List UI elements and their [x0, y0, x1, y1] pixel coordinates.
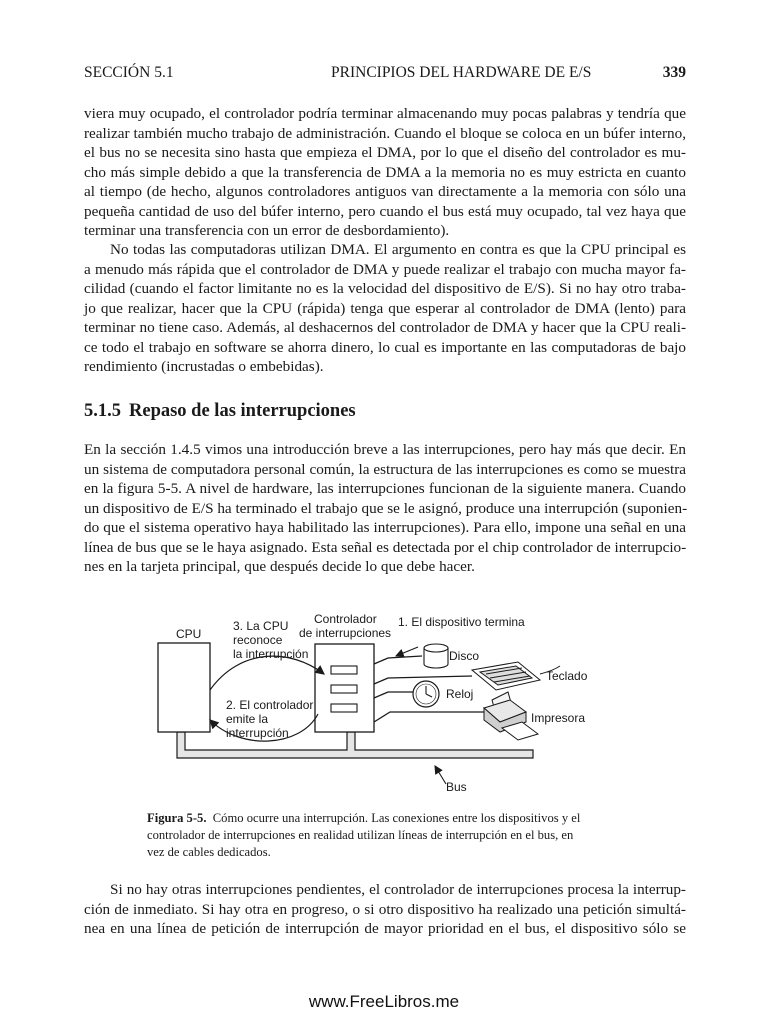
done-pointer [396, 647, 418, 656]
section-number: 5.1.5 [84, 401, 121, 421]
caption-line: controlador de interrupciones en realidad utilizan líneas de interrupción en el bus, en [147, 828, 574, 842]
text-line: cilidad (cuando el factor limitante no es la velocidad del dispositivo de E/S). Si no hay otro traba- [84, 280, 686, 297]
caption-text: Cómo ocurre una interrupción. Las conexiones entre los dispositivos y el [212, 811, 581, 825]
paragraph-pending-interrupts [84, 880, 686, 939]
figure-caption [147, 810, 617, 861]
step3-label-line3: la interrupción [233, 647, 309, 661]
text-line: nes en la tarjeta principal, que después decide lo que debe hacer. [84, 558, 475, 575]
printer-label: Impresora [531, 711, 586, 725]
text-line: terminar no tiene caso. Además, al deshacernos del controlador de DMA y hacer que la CPU reali- [84, 319, 686, 336]
disk-icon [424, 644, 448, 668]
controller-slot [331, 666, 357, 674]
step2-label-line2: emite la [226, 712, 269, 726]
step1-label: 1. El dispositivo termina [398, 615, 525, 629]
text-line: En la sección 1.4.5 vimos una introducción breve a las interrupciones, pero hay más que decir. En [84, 441, 686, 458]
text-line: pequeña cantidad de uso del búfer interno, pero cuando el bus está muy ocupado, tal vez haya que [84, 202, 686, 220]
text-line: rendimiento (incrustadas o embebidas). [84, 358, 324, 375]
text-line: línea de bus que se le haya asignado. Esta señal es detectada por el chip controlador de interrupcio- [84, 538, 687, 556]
paragraph-dma-buffer [84, 104, 686, 241]
disk-label: Disco [449, 649, 480, 663]
text-line: Si no hay otras interrupciones pendientes, el controlador de interrupciones procesa la interrup- [110, 881, 686, 898]
text-line: nea en una línea de petición de interrupción de mayor prioridad en el bus, el dispositivo sólo se [84, 920, 686, 937]
section-heading [84, 401, 356, 422]
paragraph-interrupts-intro [84, 440, 686, 577]
text-line: ce todo el trabajo en software se ahorra dinero, lo cual es importante en las computadoras de bajo [84, 338, 686, 356]
text-line: No todas las computadoras utilizan DMA. El argumento en contra es que la CPU principal es [110, 241, 686, 258]
text-line: do que el sistema operativo haya habilitado las interrupciones). Para ello, impone una señal en una [84, 519, 686, 536]
clock-wire [374, 692, 414, 698]
header-section: SECCIÓN 5.1 [84, 64, 174, 81]
text-line: cho más simple debido a que la transferencia de DMA a la memoria no es muy estricta en cuanto [84, 163, 686, 181]
header-title: PRINCIPIOS DEL HARDWARE DE E/S [331, 64, 592, 81]
step3-label-line1: 3. La CPU [233, 619, 289, 633]
caption-line [147, 810, 617, 827]
page-number: 339 [662, 64, 686, 81]
text-line: el bus no se necesita sino hasta que empieza el DMA, por lo que el diseño del controlador es mu- [84, 144, 686, 161]
step2-label-line1: 2. El controlador [226, 698, 314, 712]
text-line: al tiempo (de hecho, algunos controladores antiguos van directamente a la memoria con sólo una [84, 183, 686, 200]
text-line: realizar también mucho trabajo de administración. Cuando el bloque se coloca en un búfer interno, [84, 124, 686, 142]
controller-label-line1: Controlador [314, 612, 377, 626]
caption-line: vez de cables dedicados. [147, 845, 271, 859]
keyboard-label: Teclado [546, 669, 588, 683]
text-line: jo que realizar, hacer que la CPU (rápida) tenga que esperar al controlador de DMA (lento) para [84, 299, 686, 317]
disk-wire [374, 656, 422, 664]
text-line: en la figura 5-5. A nivel de hardware, las interrupciones funcionan de la siguiente manera. Cuando [84, 480, 686, 497]
step3-label-line2: reconoce [233, 633, 283, 647]
text-line: a menudo más rápida que el controlador de DMA y puede realizar el trabajo con mucha mayor fa- [84, 260, 686, 278]
text-line: terminar una transferencia con un error de desbordamiento). [84, 222, 450, 239]
section-title: Repaso de las interrupciones [129, 401, 356, 421]
bus-label: Bus [446, 780, 467, 794]
text-line: un dispositivo de E/S ha terminado el trabajo que se le asignó, produce una interrupción (suponien- [84, 499, 688, 517]
clock-icon [413, 681, 439, 707]
running-header [84, 64, 686, 86]
text-line: ción de inmediato. Si hay otra en progreso, o si otro dispositivo ha realizado una petición simultá- [84, 900, 686, 918]
cpu-box [158, 643, 210, 732]
figure-interrupt-diagram [150, 608, 600, 808]
printer-icon [484, 692, 538, 740]
bus-pointer [435, 766, 446, 784]
controller-slot [331, 685, 357, 693]
controller-slot [331, 704, 357, 712]
printer-wire [374, 712, 486, 722]
cpu-label: CPU [176, 627, 202, 641]
step2-label-line3: interrupción [226, 726, 289, 740]
text-line: un sistema de computadora personal común, la estructura de las interrupciones es como se muestra [84, 460, 686, 478]
text-line: viera muy ocupado, el controlador podría terminar almacenando muy pocas palabras y tendría que [84, 105, 686, 122]
paragraph-no-dma [84, 240, 686, 377]
clock-label: Reloj [446, 687, 474, 701]
caption-label: Figura 5-5. [147, 811, 207, 825]
controller-label-line2: de interrupciones [299, 626, 392, 640]
footer-url: www.FreeLibros.me [308, 992, 460, 1011]
